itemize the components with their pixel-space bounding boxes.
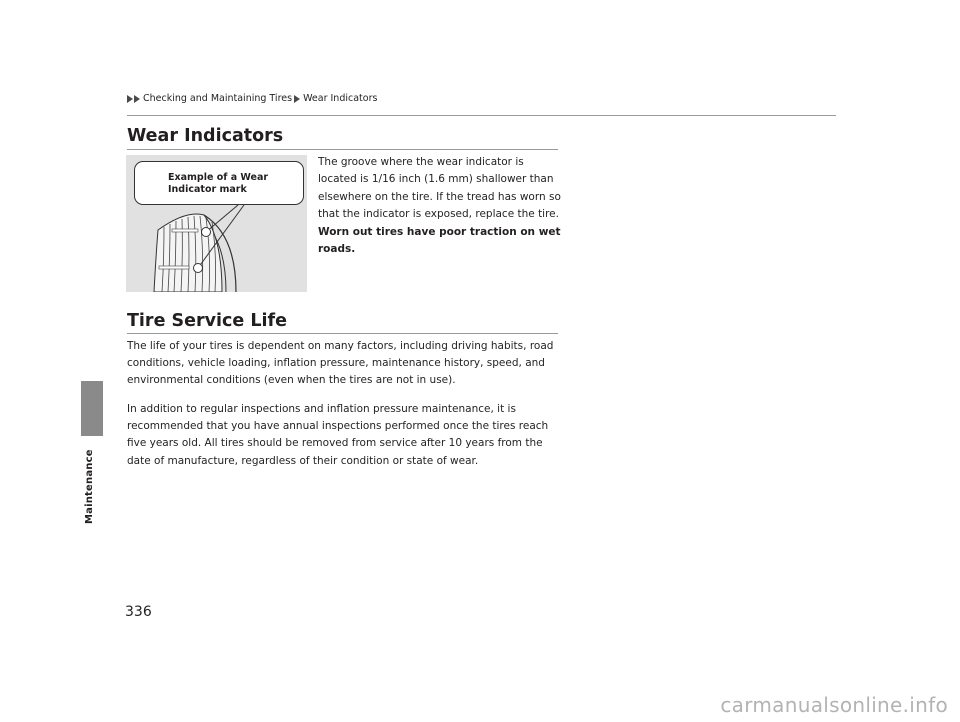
chapter-tab-marker [81, 381, 103, 436]
tire-wear-indicator-illustration [126, 155, 307, 292]
wear-indicator-description [318, 154, 563, 258]
watermark: carmanualsonline.info [720, 693, 948, 717]
section-heading-wear-indicators: Wear Indicators [127, 126, 284, 146]
arrow-right-icon [134, 95, 140, 103]
breadcrumb [127, 93, 377, 104]
arrow-right-icon [294, 95, 300, 103]
wear-indicator-body: The groove where the wear indicator is located is 1/16 inch (1.6 mm) shallower than elsewhere on the tire. If the tread has worn so that the indicator is exposed, replace the tire. [318, 156, 561, 221]
service-life-paragraph-2: In addition to regular inspections and inflation pressure maintenance, it is recommended that you have annual inspections performed once the tires reach five years old. All tires should be removed from service after 10 years from the date of manufacture, regardless of their condition or state of wear. [127, 403, 549, 467]
section-divider [127, 333, 558, 334]
section-heading-tire-service-life: Tire Service Life [127, 311, 288, 331]
header-divider [127, 115, 836, 116]
page-number: 336 [125, 604, 152, 620]
breadcrumb-item[interactable]: Checking and Maintaining Tires [143, 93, 293, 104]
chapter-tab-label: Maintenance [84, 449, 95, 524]
wear-indicator-warning: Worn out tires have poor traction on wet roads. [318, 225, 561, 256]
figure-callout-text: Example of a Wear Indicator mark [168, 172, 269, 195]
service-life-paragraph-1: The life of your tires is dependent on many factors, including driving habits, road conditions, vehicle loading, inflation pressure, maintenance history, speed, and environmental conditions (even when the tires are not in use). [127, 340, 554, 387]
section-divider [127, 149, 558, 150]
arrow-right-icon [127, 95, 133, 103]
breadcrumb-item[interactable]: Wear Indicators [303, 93, 378, 104]
